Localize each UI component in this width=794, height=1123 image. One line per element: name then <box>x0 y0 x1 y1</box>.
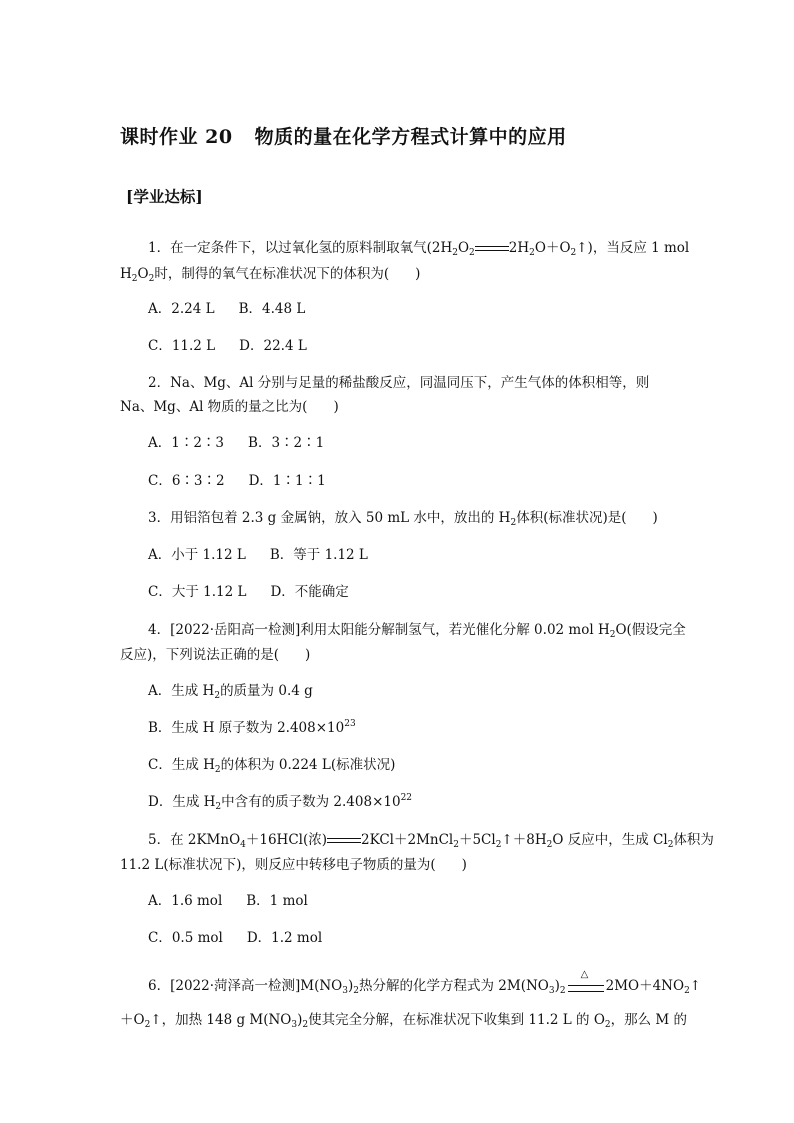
question-5-options-ab <box>148 891 308 911</box>
option-a: A．1∶2∶3 <box>148 435 225 451</box>
question-1-options-cd <box>148 336 307 356</box>
heating-arrow <box>568 968 604 991</box>
question-5-line-1: 5．在 2KMnO$_4$＋16HCl(浓) $2KCl+2MnCl_2+5Cl_2↑+8H_2O$ 反应中，生成 $Cl_2$体积为 <box>148 832 714 850</box>
option-d: D．22.4 L <box>239 338 307 354</box>
question-4-option-d: D．生成 $H_2$中含有的质子数为 $2.408\times 10^{22}$ <box>148 793 413 812</box>
option-a: A．1.6 mol <box>148 893 223 909</box>
option-d: D．不能确定 <box>270 584 349 600</box>
question-1-line-1: 1．在一定条件下，以过氧化氢的原料制取氧气($2H_2O_2$ $2H_2O+O_2↑$)，当反应 1 mol <box>148 240 690 258</box>
question-2-line-1: 2．Na、Mg、Al 分别与足量的稀盐酸反应，同温同压下，产生气体的体积相等，则 <box>148 375 650 391</box>
question-4-option-a: A．生成 $H_2$的质量为 0.4 g <box>148 683 313 701</box>
option-b: B．4.48 L <box>238 301 306 317</box>
title-topic: 物质的量在化学方程式计算中的应用 <box>254 126 567 148</box>
option-b: B．1 mol <box>246 893 308 909</box>
option-a: A．小于 1.12 L <box>148 547 246 563</box>
question-6-line-2: $+O_2↑$，加热 148 g $M(NO_3)_2$使其完全分解，在标准状况下收集到 11.2 L 的 $O_2$，那么 M 的 <box>120 1012 688 1030</box>
question-4-line-2: 反应)，下列说法正确的是( ) <box>120 647 311 663</box>
question-3-options-cd <box>148 582 349 602</box>
question-3-options-ab <box>148 545 368 565</box>
option-c: C．0.5 mol <box>148 930 223 946</box>
option-c: C．大于 1.12 L <box>148 584 247 600</box>
section-heading: [学业达标] <box>126 187 203 206</box>
option-d: D．1.2 mol <box>246 930 323 946</box>
option-b: B．等于 1.12 L <box>269 547 368 563</box>
option-c: C．6∶3∶2 <box>148 473 225 489</box>
question-4-option-b: B．生成 H 原子数为 $2.408\times 10^{23}$ <box>148 719 356 736</box>
page-title <box>120 122 567 149</box>
question-5-options-cd <box>148 928 322 948</box>
question-2-options-ab <box>148 433 324 453</box>
question-2-line-2: Na、Mg、Al 物质的量之比为( ) <box>120 399 339 415</box>
question-2-options-cd <box>148 471 326 491</box>
question-4-line-1: 4．[2022·岳阳高一检测]利用太阳能分解制氢气，若光催化分解 0.02 mol $H_2O$(假设完全 <box>148 622 686 640</box>
option-c: C．11.2 L <box>148 338 216 354</box>
question-3-line-1: 3．用铝箔包着 2.3 g 金属钠，放入 50 mL 水中，放出的 $H_2$体积(标准状况)是( ) <box>148 510 658 528</box>
question-5-line-2: 11.2 L(标准状况下)，则反应中转移电子物质的量为( ) <box>120 857 467 873</box>
title-number: 课时作业 20 <box>120 126 233 148</box>
option-b: B．3∶2∶1 <box>248 435 325 451</box>
option-d: D．1∶1∶1 <box>248 473 326 489</box>
equals-sign <box>475 246 509 252</box>
heat-triangle-icon: △ <box>580 968 589 980</box>
question-1-options-ab <box>148 299 305 319</box>
option-a: A．2.24 L <box>148 301 215 317</box>
question-4-option-c: C．生成 $H_2$的体积为 0.224 L(标准状况) <box>148 757 396 775</box>
equals-sign <box>327 838 361 844</box>
question-6-line-1: 6．[2022·菏泽高一检测]$M(NO_3)_2$热分解的化学方程式为 $2M(NO_3)_2$ △ $2MO+4NO_2↑$ <box>148 968 702 996</box>
question-1-line-2: $H_2O_2$时，制得的氧气在标准状况下的体积为( ) <box>120 266 421 284</box>
